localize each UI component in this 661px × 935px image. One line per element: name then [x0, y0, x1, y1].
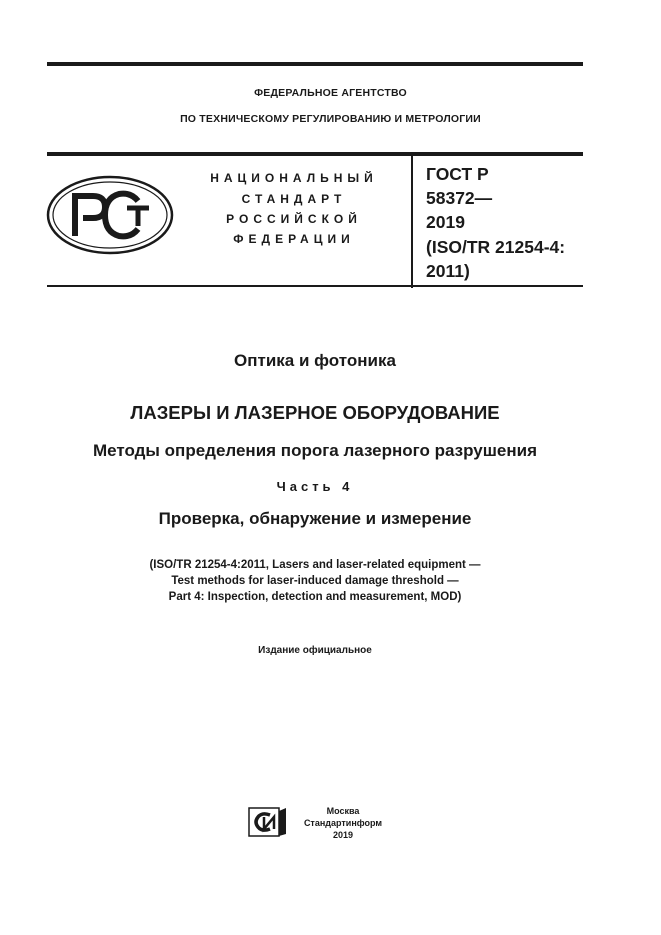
subtitle: Методы определения порога лазерного разрушения — [92, 441, 537, 460]
standard-type-line-4: ФЕДЕРАЦИИ — [233, 232, 355, 246]
iso-reference-line-3: Part 4: Inspection, detection and measurement, MOD) — [168, 591, 462, 603]
agency-line-1: ФЕДЕРАЛЬНОЕ АГЕНТСТВО — [254, 87, 407, 99]
designation-line-5: 2011) — [426, 261, 470, 281]
edition-label: Издание официальное — [258, 645, 372, 656]
standard-type-line-3: РОССИЙСКОЙ — [226, 212, 362, 226]
agency-line-2: ПО ТЕХНИЧЕСКОМУ РЕГУЛИРОВАНИЮ И МЕТРОЛОГИИ — [180, 113, 481, 125]
rst-logo — [45, 174, 175, 256]
designation-line-2: 58372— — [426, 188, 493, 208]
part-title: Проверка, обнаружение и измерение — [158, 509, 472, 528]
iso-reference-line-2: Test methods for laser-induced damage threshold — — [171, 575, 459, 587]
rst-logo-icon — [45, 174, 175, 256]
standartinform-logo-icon — [248, 807, 288, 837]
publisher-year: 2019 — [332, 830, 354, 840]
publisher-city: Москва — [326, 806, 360, 816]
publisher-name: Стандартинформ — [303, 818, 383, 828]
top-rule — [47, 62, 583, 66]
designation-line-1: ГОСТ Р — [426, 164, 489, 184]
iso-reference-line-1: (ISO/TR 21254-4:2011, Lasers and laser-related equipment — — [149, 559, 481, 571]
header-block-bottom-rule — [47, 285, 583, 287]
designation-line-3: 2019 — [426, 212, 465, 232]
publisher-text — [298, 805, 388, 841]
standard-type-line-1: НАЦИОНАЛЬНЫЙ — [210, 171, 378, 185]
standartinform-logo — [248, 807, 288, 837]
header-block-top-rule — [47, 152, 583, 156]
standard-type-line-2: СТАНДАРТ — [241, 192, 347, 206]
designation-line-4: (ISO/TR 21254-4: — [426, 237, 566, 257]
header-block-divider — [411, 152, 413, 288]
field-title: Оптика и фотоника — [234, 351, 396, 370]
part-label: Часть 4 — [276, 479, 354, 494]
main-title: ЛАЗЕРЫ И ЛАЗЕРНОЕ ОБОРУДОВАНИЕ — [130, 402, 500, 423]
